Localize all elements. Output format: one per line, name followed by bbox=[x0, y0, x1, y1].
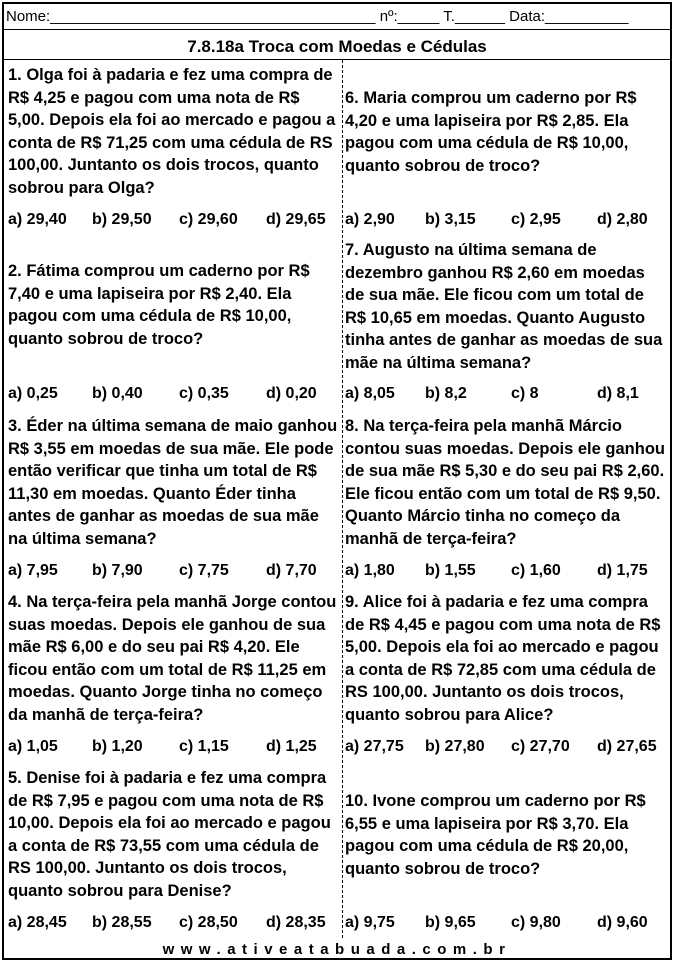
options-8 bbox=[345, 560, 667, 582]
question-4: 4. Na terça-feira pela manhã Jorge contou suas moedas. Depois ele ganhou de sua mãe R$ 6,00 e do seu pai R$ 4,20. Ele ficou então com um total de R$ 11,25 em moedas. Quanto Jorge tinha no começo da manhã de terça-feira? bbox=[8, 593, 337, 724]
option-b: b) 1,20 bbox=[92, 738, 143, 755]
question-7: 7. Augusto na última semana de dezembro ganhou R$ 2,60 em moedas de sua mãe. Ele ficou com um total de R$ 10,65 em moedas. Quanto Augusto tinha antes de ganhar as moedas de sua mãe na última semana? bbox=[345, 241, 663, 372]
option-c: c) 1,60 bbox=[511, 562, 561, 579]
option-b: b) 0,40 bbox=[92, 385, 143, 402]
option-a: a) 7,95 bbox=[8, 562, 58, 579]
option-c: c) 7,75 bbox=[179, 562, 229, 579]
options-5 bbox=[8, 912, 340, 934]
website-footer: www.ativeatabuada.com.br bbox=[162, 941, 512, 958]
question-6: 6. Maria comprou um caderno por R$ 4,20 e uma lapiseira por R$ 2,85. Ela pagou com uma cédula de R$ 10,00, quanto sobrou de troco? bbox=[345, 89, 637, 175]
option-d: d) 1,75 bbox=[597, 562, 648, 579]
worksheet bbox=[2, 2, 672, 960]
column-divider bbox=[342, 60, 343, 938]
option-d: d) 8,1 bbox=[597, 385, 639, 402]
option-c: c) 9,80 bbox=[511, 914, 561, 931]
option-c: c) 29,60 bbox=[179, 211, 238, 228]
option-b: b) 29,50 bbox=[92, 211, 152, 228]
option-b: b) 8,2 bbox=[425, 385, 467, 402]
question-3: 3. Éder na última semana de maio ganhou R$ 3,55 em moedas de sua mãe. Ele pode então verificar que tinha um total de R$ 11,30 em moedas. Quanto Éder tinha antes de ganhar as moedas de sua mãe na última semana? bbox=[8, 417, 338, 548]
options-6 bbox=[345, 209, 667, 231]
option-b: b) 1,55 bbox=[425, 562, 476, 579]
options-1 bbox=[8, 209, 340, 231]
option-a: a) 0,25 bbox=[8, 385, 58, 402]
question-5: 5. Denise foi à padaria e fez uma compra de R$ 7,95 e pagou com uma nota de R$ 10,00. Depois ela foi ao mercado e pagou a conta de R$ 73,55 com uma cédula de RS 100,00. Juntanto os dois trocos, quanto sobrou para Denise? bbox=[8, 769, 331, 900]
option-c: c) 27,70 bbox=[511, 738, 570, 755]
option-d: d) 27,65 bbox=[597, 738, 657, 755]
option-a: a) 28,45 bbox=[8, 914, 67, 931]
question-8: 8. Na terça-feira pela manhã Márcio contou suas moedas. Depois ele ganhou de sua mãe R$ 5,30 e do seu pai R$ 2,60. Ele ficou então com um total de R$ 9,50. Quanto Márcio tinha no começo da manhã de terça-feira? bbox=[345, 417, 665, 548]
option-b: b) 3,15 bbox=[425, 211, 476, 228]
option-d: d) 2,80 bbox=[597, 211, 648, 228]
option-b: b) 9,65 bbox=[425, 914, 476, 931]
option-b: b) 7,90 bbox=[92, 562, 143, 579]
options-10 bbox=[345, 912, 667, 934]
option-a: a) 8,05 bbox=[345, 385, 395, 402]
options-7 bbox=[345, 383, 667, 405]
option-d: d) 29,65 bbox=[266, 211, 326, 228]
options-2 bbox=[8, 383, 340, 405]
option-d: d) 28,35 bbox=[266, 914, 326, 931]
options-3 bbox=[8, 560, 340, 582]
question-9: 9. Alice foi à padaria e fez uma compra de R$ 4,45 e pagou com uma nota de R$ 5,00. Depois ela foi ao mercado e pagou a conta de R$ 72,85 com uma cédula de RS 100,00. Juntanto os dois trocos, quanto sobrou para Alice? bbox=[345, 593, 661, 724]
option-a: a) 9,75 bbox=[345, 914, 395, 931]
worksheet-title: 7.8.18a Troca com Moedas e Cédulas bbox=[4, 34, 670, 60]
option-b: b) 27,80 bbox=[425, 738, 485, 755]
student-info-header: Nome:_______________________________________ nº:_____ T.______ Data:__________ bbox=[4, 4, 670, 30]
option-d: d) 7,70 bbox=[266, 562, 317, 579]
option-c: c) 8 bbox=[511, 385, 539, 402]
option-d: d) 0,20 bbox=[266, 385, 317, 402]
option-c: c) 2,95 bbox=[511, 211, 561, 228]
option-c: c) 0,35 bbox=[179, 385, 229, 402]
option-a: a) 29,40 bbox=[8, 211, 67, 228]
option-b: b) 28,55 bbox=[92, 914, 152, 931]
options-9 bbox=[345, 736, 667, 758]
option-a: a) 1,80 bbox=[345, 562, 395, 579]
question-1: 1. Olga foi à padaria e fez uma compra de R$ 4,25 e pagou com uma nota de R$ 5,00. Depois ela foi ao mercado e pagou a conta de R$ 71,25 com uma cédula de RS 100,00. Juntanto os dois trocos, quanto sobrou para Olga? bbox=[8, 66, 336, 197]
options-4 bbox=[8, 736, 340, 758]
option-d: d) 9,60 bbox=[597, 914, 648, 931]
option-c: c) 28,50 bbox=[179, 914, 238, 931]
option-a: a) 27,75 bbox=[345, 738, 404, 755]
question-10: 10. Ivone comprou um caderno por R$ 6,55 e uma lapiseira por R$ 3,70. Ela pagou com uma cédula de R$ 20,00, quanto sobrou de troco? bbox=[345, 792, 646, 878]
option-a: a) 2,90 bbox=[345, 211, 395, 228]
option-c: c) 1,15 bbox=[179, 738, 229, 755]
option-d: d) 1,25 bbox=[266, 738, 317, 755]
question-2: 2. Fátima comprou um caderno por R$ 7,40 e uma lapiseira por R$ 2,40. Ela pagou com uma cédula de R$ 10,00, quanto sobrou de troco? bbox=[8, 262, 310, 348]
option-a: a) 1,05 bbox=[8, 738, 58, 755]
